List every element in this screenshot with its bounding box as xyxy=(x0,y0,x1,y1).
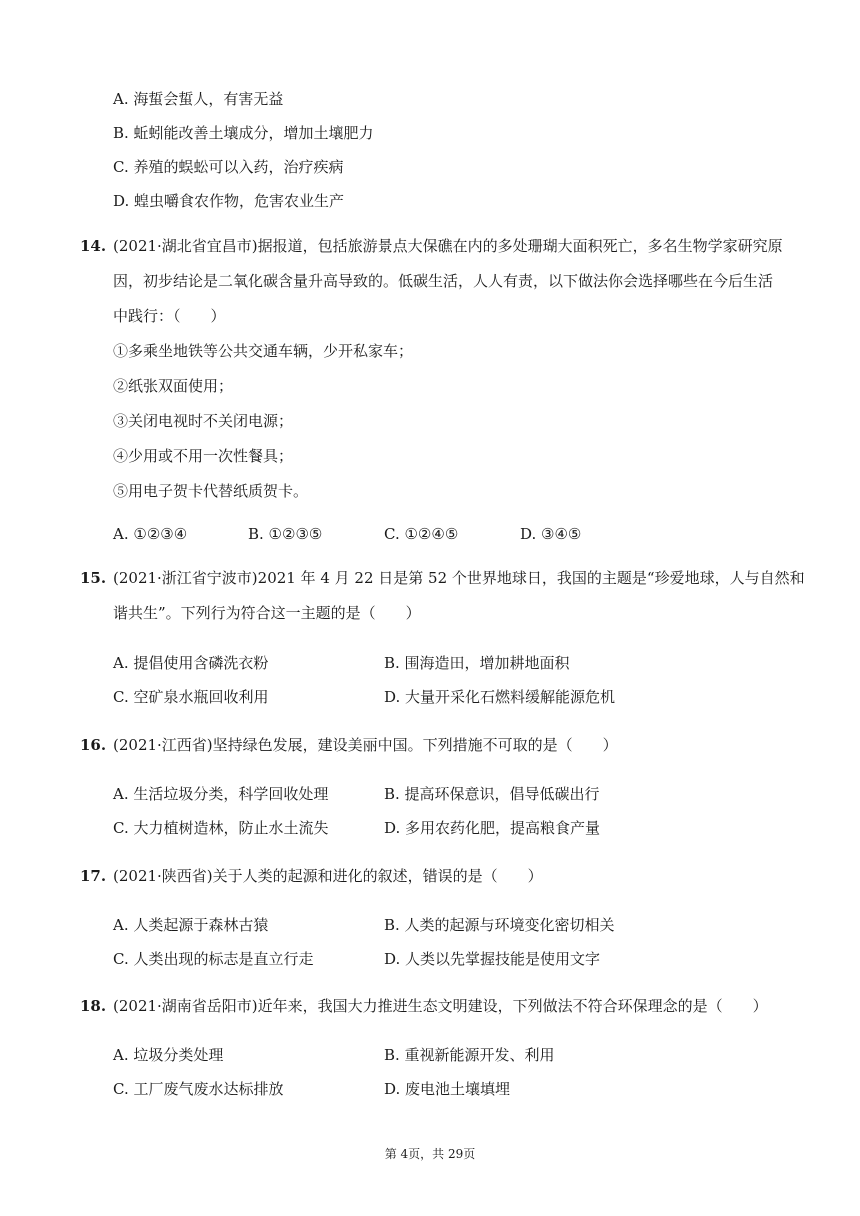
option-d: D. 蝗虫嚼食农作物，危害农业生产 xyxy=(113,192,345,210)
question-text: (2021·浙江省宁波市)2021 年 4 月 22 日是第 52 个世界地球日，我国的主题是“珍爱地球，人与自然和 xyxy=(113,569,805,587)
option-c: C. 人类出现的标志是直立行走 xyxy=(113,950,314,968)
statement-item: ④少用或不用一次性餐具； xyxy=(113,447,294,465)
question-number: 17. xyxy=(80,867,107,885)
page-footer: 第 4页，共 29页 xyxy=(384,1147,476,1161)
option-c: C. 空矿泉水瓶回收利用 xyxy=(113,688,269,706)
question-text: (2021·陕西省)关于人类的起源和进化的叙述，错误的是（ ） xyxy=(113,867,543,885)
question-text: 谐共生”。下列行为符合这一主题的是（ ） xyxy=(113,604,421,622)
statement-item: ⑤用电子贺卡代替纸质贺卡。 xyxy=(113,482,309,500)
statement-item: ③关闭电视时不关闭电源； xyxy=(113,412,294,430)
question-text: (2021·湖北省宜昌市)据报道，包括旅游景点大保礁在内的多处珊瑚大面积死亡，多名生物学家研究原 xyxy=(113,237,783,255)
option-c: C. ①②④⑤ xyxy=(384,525,459,543)
statement-item: ②纸张双面使用； xyxy=(113,377,234,395)
option-b: B. ①②③⑤ xyxy=(248,525,323,543)
option-d: D. 废电池土壤填埋 xyxy=(384,1080,511,1098)
question-number: 14. xyxy=(80,237,107,255)
option-b: B. 蚯蚓能改善土壤成分，增加土壤肥力 xyxy=(113,124,374,142)
option-a: A. 生活垃圾分类，科学回收处理 xyxy=(113,785,329,803)
option-a: A. 垃圾分类处理 xyxy=(113,1046,224,1064)
question-text: (2021·江西省)坚持绿色发展，建设美丽中国。下列措施不可取的是（ ） xyxy=(113,736,618,754)
option-b: B. 提高环保意识，倡导低碳出行 xyxy=(384,785,600,803)
option-a: A. 提倡使用含磷洗衣粉 xyxy=(113,654,269,672)
option-a: A. 海蜇会蜇人，有害无益 xyxy=(113,90,284,108)
option-d: D. 多用农药化肥，提高粮食产量 xyxy=(384,819,601,837)
question-text: 因，初步结论是二氧化碳含量升高导致的。低碳生活，人人有责，以下做法你会选择哪些在今后生活 xyxy=(113,272,774,290)
question-number: 16. xyxy=(80,736,107,754)
question-number: 15. xyxy=(80,569,107,587)
statement-item: ①多乘坐地铁等公共交通车辆，少开私家车； xyxy=(113,342,414,360)
question-text: 中践行：（ ） xyxy=(113,307,226,325)
question-number: 18. xyxy=(80,997,107,1015)
option-d: D. ③④⑤ xyxy=(520,525,582,543)
option-a: A. ①②③④ xyxy=(113,525,188,543)
option-a: A. 人类起源于森林古猿 xyxy=(113,916,269,934)
option-c: C. 大力植树造林，防止水土流失 xyxy=(113,819,329,837)
option-c: C. 工厂废气废水达标排放 xyxy=(113,1080,284,1098)
option-c: C. 养殖的蜈蚣可以入药，治疗疾病 xyxy=(113,158,344,176)
option-d: D. 大量开采化石燃料缓解能源危机 xyxy=(384,688,616,706)
option-b: B. 重视新能源开发、利用 xyxy=(384,1046,555,1064)
question-text: (2021·湖南省岳阳市)近年来，我国大力推进生态文明建设，下列做法不符合环保理念的是（ ） xyxy=(113,997,768,1015)
option-b: B. 人类的起源与环境变化密切相关 xyxy=(384,916,615,934)
option-b: B. 围海造田，增加耕地面积 xyxy=(384,654,570,672)
option-d: D. 人类以先掌握技能是使用文字 xyxy=(384,950,601,968)
